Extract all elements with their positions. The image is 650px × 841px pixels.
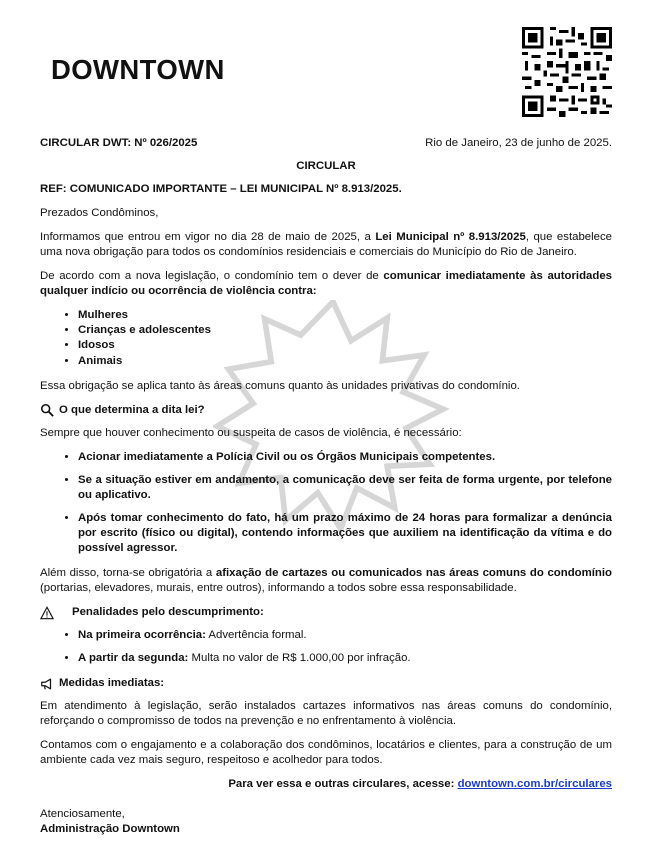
- more-circulars-line: Para ver essa e outras circulares, acesse: downtown.com.br/circulares: [228, 778, 612, 791]
- list-item: • Na primeira ocorrência: Advertência formal.: [78, 628, 612, 643]
- list-item: • Idosos: [78, 338, 612, 353]
- circulars-link[interactable]: downtown.com.br/circulares: [457, 778, 612, 791]
- section-penalties-heading: Penalidades pelo descumprimento:: [40, 605, 612, 620]
- list-item: • Crianças e adolescentes: [78, 323, 612, 338]
- list-item: • Acionar imediatamente a Polícia Civil ou os Órgãos Municipais competentes.: [78, 450, 612, 465]
- magnifier-icon: [40, 403, 54, 417]
- date-place: Rio de Janeiro, 23 de junho de 2025.: [425, 137, 612, 149]
- paragraph-law-intro: Informamos que entrou em vigor no dia 28 de maio de 2025, a Lei Municipal nº 8.913/2025, que estabelece uma nova obrigação para todos os condomínios residenciais e comerciais do Município do Rio de Janeiro.: [40, 231, 613, 259]
- list-item: • Mulheres: [78, 308, 612, 323]
- header-row: [40, 136, 612, 151]
- qr-code-icon: [522, 27, 612, 117]
- warning-icon: [40, 606, 54, 620]
- paragraph-posters: Além disso, torna-se obrigatória a afixação de cartazes ou comunicados nas áreas comuns do condomínio (portarias, elevadores, murais, entre outros), informando a todos sobre essa responsabilidade.: [40, 566, 612, 595]
- list-item: • Se a situação estiver em andamento, a comunicação deve ser feita de forma urgente, por telefone ou aplicativo.: [78, 473, 612, 503]
- megaphone-icon: [40, 677, 54, 691]
- paragraph-measures: Em atendimento à legislação, serão instalados cartazes informativos nas áreas comuns do condomínio, reforçando o compromisso de todos na prevenção e no enfrentamento à violência.: [40, 700, 612, 728]
- circular-number: CIRCULAR DWT: Nº 026/2025: [40, 137, 198, 149]
- paragraph-requirement: Sempre que houver conhecimento ou suspeita de casos de violência, é necessário:: [40, 426, 462, 439]
- document-title: CIRCULAR: [296, 160, 356, 173]
- paragraph-scope: Essa obrigação se aplica tanto às áreas comuns quanto às unidades privativas do condomínio.: [40, 379, 520, 392]
- downtown-logo: DOWNTOWN: [51, 54, 225, 85]
- list-item: • Após tomar conhecimento do fato, há um prazo máximo de 24 horas para formalizar a denúncia por escrito (físico ou digital), contendo informações que auxiliem na identificação da vítima e do possível agressor.: [78, 511, 612, 556]
- reference-line: REF: COMUNICADO IMPORTANTE – LEI MUNICIPAL Nº 8.913/2025.: [40, 183, 402, 196]
- list-item: • Animais: [78, 354, 612, 369]
- victims-list: [40, 308, 612, 368]
- signature: Administração Downtown: [40, 822, 180, 835]
- paragraph-engagement: Contamos com o engajamento e a colaboração dos condôminos, locatários e clientes, para a construção de um ambiente cada vez mais seguro, respeitoso e acolhedor para todos.: [40, 739, 612, 767]
- penalties-list: [40, 628, 612, 666]
- steps-list: [40, 450, 612, 556]
- greeting: Prezados Condôminos,: [40, 207, 159, 220]
- closing: Atenciosamente,: [40, 807, 125, 820]
- section-law-heading: O que determina a dita lei?: [40, 403, 612, 418]
- section-measures-heading: Medidas imediatas:: [40, 676, 612, 691]
- list-item: • A partir da segunda: Multa no valor de R$ 1.000,00 por infração.: [78, 651, 612, 666]
- paragraph-duty: De acordo com a nova legislação, o condomínio tem o dever de comunicar imediatamente às autoridades qualquer indício ou ocorrência de violência contra:: [40, 270, 613, 298]
- circular-document: [40, 136, 612, 837]
